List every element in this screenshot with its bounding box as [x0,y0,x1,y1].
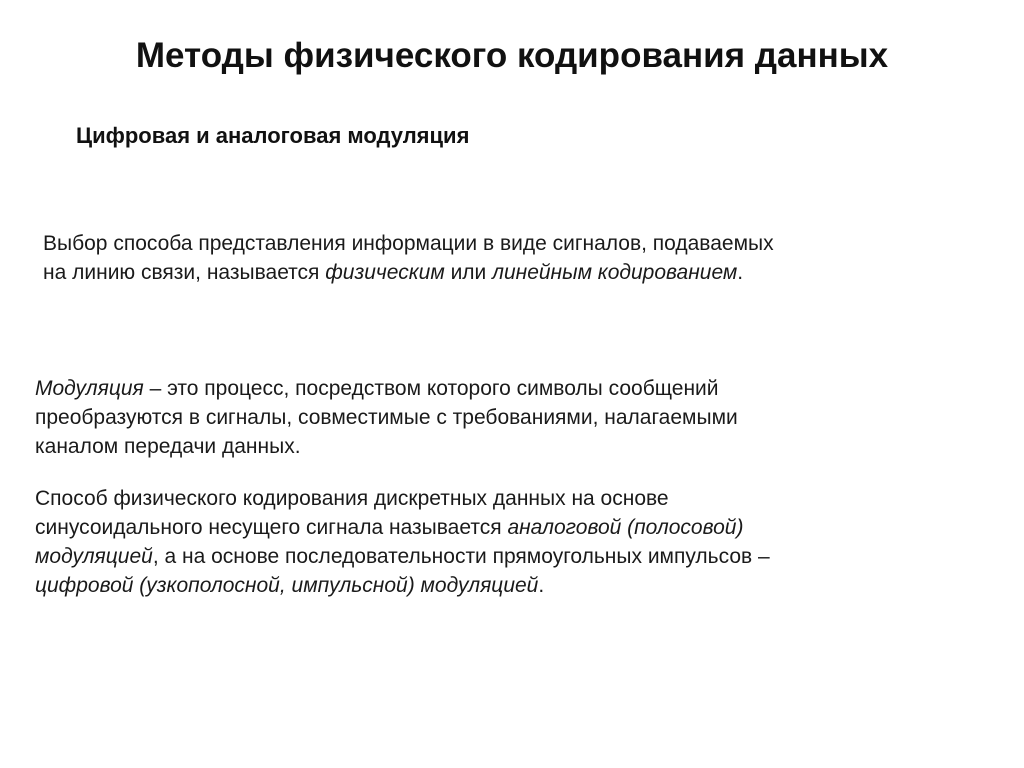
slide-subtitle: Цифровая и аналоговая модуляция [76,123,470,148]
paragraph1-line2-text-c: . [737,261,744,284]
paragraph1-line2 [43,258,963,287]
term-digital-modulation: цифровой (узкополосной, импульсной) модуляцией [35,574,539,597]
paragraph3-line2 [35,513,995,542]
paragraph2-line1 [35,374,955,403]
paragraph1-line2-text-b: или [444,261,493,284]
term-physical: физическим [325,261,445,284]
paragraph3-line3 [35,542,995,571]
paragraph3-line2-text: синусоидального несущего сигнала называется [35,516,508,539]
term-modulation: Модуляция [35,377,144,400]
paragraph3-line3-rest: , а на основе последовательности прямоугольных импульсов – [152,545,770,568]
term-analog-bandpass: аналоговой (полосовой) [507,516,744,539]
paragraph2-line2: преобразуются в сигналы, совместимые с требованиями, налагаемыми [35,406,738,429]
paragraph3-line4-rest: . [538,574,545,597]
paragraph3-line4 [35,571,995,600]
paragraph1-line2-text-a: на линию связи, называется [43,261,326,284]
paragraph-analog-digital-modulation [35,484,995,600]
paragraph-definition-line-coding [43,229,963,287]
term-line-coding: линейным кодированием [492,261,738,284]
paragraph3-line1: Способ физического кодирования дискретных данных на основе [35,487,669,510]
paragraph2-line3: каналом передачи данных. [35,435,301,458]
paragraph1-line1: Выбор способа представления информации в виде сигналов, подаваемых [43,232,774,255]
paragraph-definition-modulation [35,374,955,461]
paragraph2-line1-rest: – это процесс, посредством которого символы сообщений [143,377,719,400]
slide-title: Методы физического кодирования данных [135,36,889,75]
term-modulation-analog: модуляцией [35,545,153,568]
